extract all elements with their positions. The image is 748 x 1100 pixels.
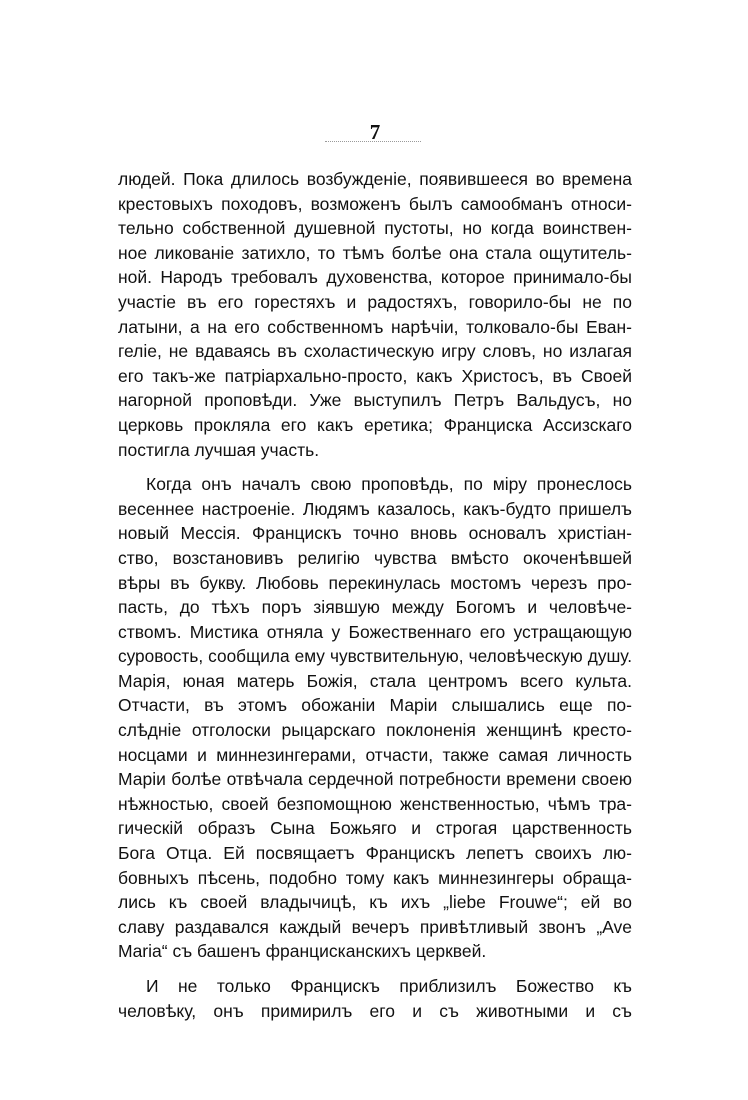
text-line: ной. Народъ требовалъ духовенства, которое принимало-бы — [118, 267, 632, 288]
text-line: лись къ своей владычицѣ, къ ихъ „liebe Frouwe“; ей во — [118, 892, 632, 913]
text-line: участіе въ его горестяхъ и радостяхъ, говорило-бы не по — [118, 291, 632, 312]
text-line: Марія, юная матерь Божія, стала центромъ всего культа. — [118, 670, 632, 691]
text-line: нагорной проповѣди. Уже выступилъ Петръ Вальдусъ, но — [118, 390, 632, 411]
text-line: Когда онъ началъ свою проповѣдь, по міру пронеслось — [146, 474, 632, 495]
text-line: церковь прокляла его какъ еретика; Франциска Ассизскаго — [118, 414, 632, 435]
paragraph-gap — [118, 462, 632, 472]
text-line: весеннее настроеніе. Людямъ казалось, какъ-будто пришелъ — [118, 498, 632, 519]
paragraph — [118, 167, 632, 462]
text-line: ство, возстановивъ религію чувства вмѣсто окоченѣвшей — [118, 547, 632, 568]
text-line: Отчасти, въ этомъ обожаніи Маріи слышались еще по- — [118, 695, 632, 716]
text-line: пасть, до тѣхъ поръ зіявшую между Богомъ и человѣче- — [118, 597, 632, 618]
text-line: слѣдніе отголоски рыцарскаго поклоненія женщинѣ кресто- — [118, 720, 632, 741]
text-line: латыни, а на его собственномъ нарѣчіи, толковало-бы Еван- — [118, 316, 632, 337]
paragraph — [118, 472, 632, 964]
text-line: И не только Францискъ приблизилъ Божество къ — [146, 976, 632, 996]
text-line: славу раздавался каждый вечеръ привѣтливый звонъ „Ave — [118, 916, 632, 937]
text-line: гическій образъ Сына Божьяго и строгая царственность — [118, 818, 632, 839]
body-text — [118, 167, 632, 1023]
paragraph-gap — [118, 964, 632, 974]
text-line: человѣку, онъ примирилъ его и съ животными и съ — [118, 1000, 632, 1021]
text-line: ствомъ. Мистика отняла у Божественнаго его устращающую — [118, 621, 632, 642]
text-line: носцами и миннезингерами, отчасти, также самая личность — [118, 744, 632, 765]
page-number: 7 — [369, 120, 381, 144]
text-line: его такъ-же патріархально-просто, какъ Христосъ, въ Своей — [118, 365, 632, 386]
paragraph — [118, 974, 632, 1023]
text-line: нѣжностью, своей безпомощною женственностью, чѣмъ тра- — [118, 793, 632, 814]
text-line: вѣры въ букву. Любовь перекинулась мостомъ черезъ про- — [118, 572, 632, 593]
document-page — [118, 0, 632, 1100]
text-line: бовныхъ пѣсень, подобно тому какъ миннезингеры обраща- — [118, 867, 632, 888]
text-line: тельно собственной душевной пустоты, но когда воинствен- — [118, 218, 632, 239]
text-line: постигла лучшая участь. — [118, 439, 320, 460]
text-line: людей. Пока длилось возбужденіе, появившееся во времена — [118, 169, 632, 189]
text-line: Маріи болѣе отвѣчала сердечной потребности времени своею — [118, 769, 632, 790]
text-line: Maria“ съ башенъ францисканскихъ церквей. — [118, 941, 487, 962]
text-line: новый Мессія. Францискъ точно вновь основалъ христіан- — [118, 523, 632, 544]
text-line: Бога Отца. Ей посвящаетъ Францискъ лепетъ своихъ лю- — [118, 843, 632, 864]
text-line: геліе, не вдаваясь въ схоластическую игру словъ, но излагая — [118, 341, 632, 362]
header-rule — [325, 141, 421, 142]
text-line: ное ликованіе затихло, то тѣмъ болѣе она стала ощутитель- — [118, 242, 632, 263]
text-line: крестовыхъ походовъ, возможенъ былъ самообманъ относи- — [118, 193, 632, 214]
text-line: суровость, сообщила ему чувствительную, человѣческую душу. — [118, 646, 632, 667]
